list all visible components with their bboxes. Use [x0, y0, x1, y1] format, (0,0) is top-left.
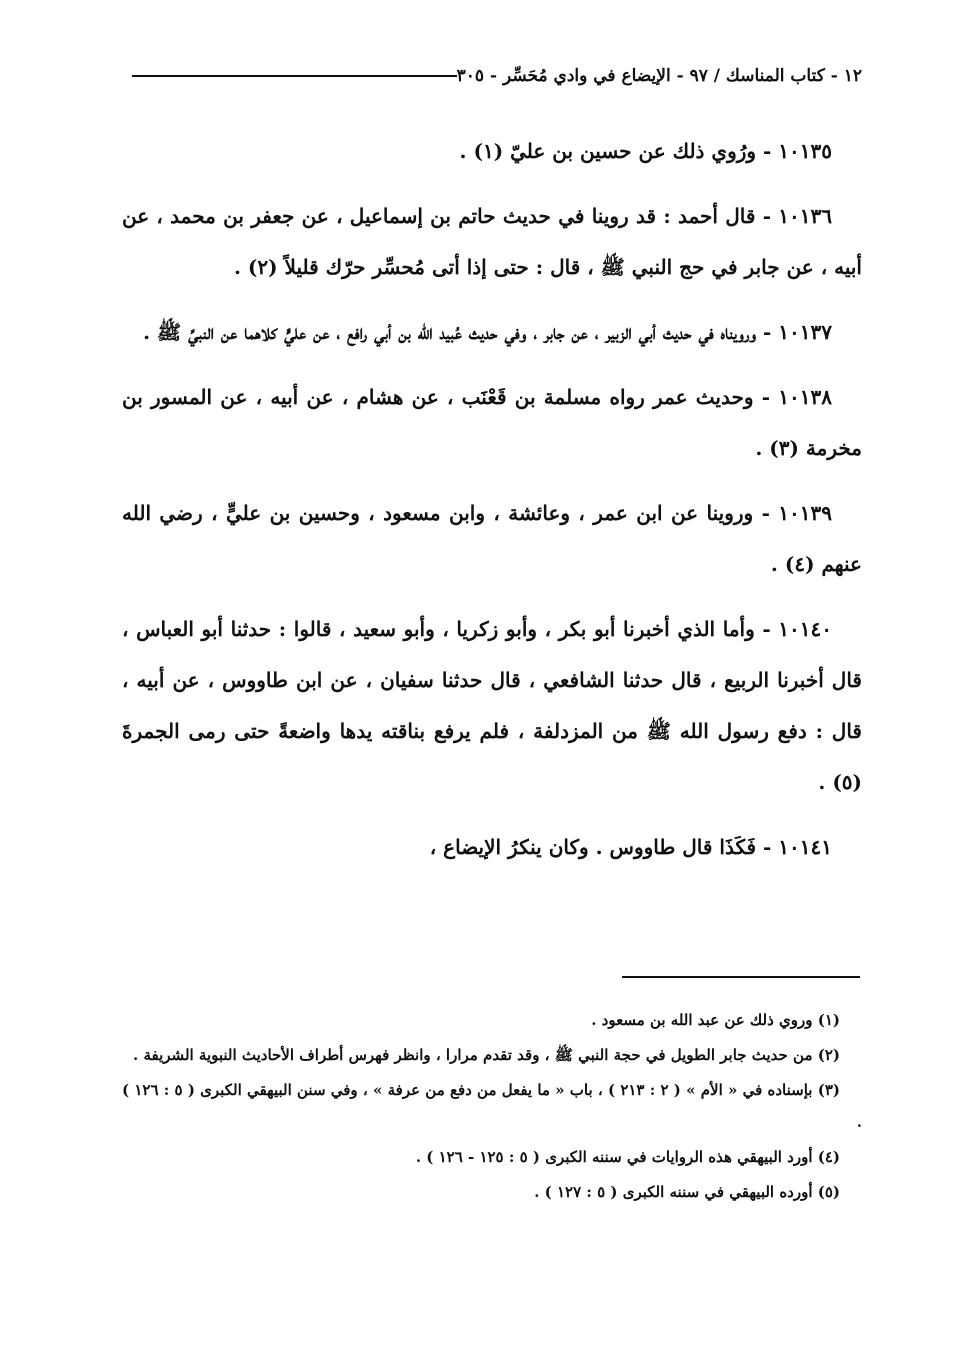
- footnote-separator: [622, 976, 860, 978]
- hadith-paragraph: ١٠١٤٠ - وأما الذي أخبرنا أبو بكر ، وأبو زكريا ، وأبو سعيد ، قالوا : حدثنا أبو العباس ، قال أخبرنا الربيع ، قال حدثنا الشافعي ، قال حدثنا سفيان ، عن ابن طاووس ، عن أبيه ، قال : دفع رسول الله ﷺ من المزدلفة ، فلم يرفع بناقته يدها واضعةً حتى رمى الجمرةَ (٥) .: [122, 617, 862, 794]
- running-header-text: ١٢ - كتاب المناسك / ٩٧ - الإيضاع في وادي مُحَسِّر - ٣٠٥: [456, 66, 862, 86]
- hadith-paragraph: ١٠١٣٦ - قال أحمد : قد روينا في حديث حاتم بن إسماعيل ، عن جعفر بن محمد ، عن أبيه ، عن جابر في حج النبي ﷺ ، قال : حتى إذا أتى مُحسِّر حرّك قليلاً (٢) .: [122, 204, 862, 279]
- hadith-paragraph: ١٠١٣٩ - وروينا عن ابن عمر ، وعائشة ، وابن مسعود ، وحسين بن عليٍّ ، رضي الله عنهم (٤) .: [122, 501, 862, 576]
- footnote: (٣) بإسناده في « الأم » ( ٢ : ٢١٣ ) ، باب « ما يفعل من دفع من عرفة » ، وفي سنن البيهقي الكبرى ( ٥ : ١٢٦ ) .: [122, 1081, 862, 1131]
- header-rule: [132, 75, 457, 77]
- footnote: (٤) أورد البيهقي هذه الروايات في سننه الكبرى ( ٥ : ١٢٥ - ١٢٦ ) .: [415, 1148, 840, 1166]
- footnote: (١) وروي ذلك عن عبد الله بن مسعود .: [591, 1011, 840, 1029]
- main-text: [122, 126, 862, 887]
- hadith-paragraph: ١٠١٣٧ - ورويناه في حديث أبي الزبير ، عن جابر ، وفي حديث عُبيد الله بن أبي رافع ، عن عليٍّ كلاهما عن النبيِّ ﷺ .: [143, 320, 832, 344]
- footnote: (٢) من حديث جابر الطويل في حجة النبي ﷺ ، وقد تقدم مرارا ، وانظر فهرس أطراف الأحاديث النبوية الشريفة .: [133, 1046, 840, 1064]
- hadith-paragraph: ١٠١٣٨ - وحديث عمر رواه مسلمة بن قَعْنَب ، عن هشام ، عن أبيه ، عن المسور بن مخرمة (٣) .: [122, 385, 862, 460]
- hadith-paragraph: ١٠١٤١ - فَكَذَا قال طاووس . وكان ينكرُ الإيضاع ،: [429, 835, 832, 859]
- running-header: [120, 62, 862, 90]
- footnotes: [122, 1004, 862, 1211]
- footnote: (٥) أورده البيهقي في سننه الكبرى ( ٥ : ١٢٧ ) .: [534, 1183, 840, 1201]
- hadith-paragraph: ١٠١٣٥ - ورُوي ذلك عن حسين بن عليّ (١) .: [459, 139, 832, 163]
